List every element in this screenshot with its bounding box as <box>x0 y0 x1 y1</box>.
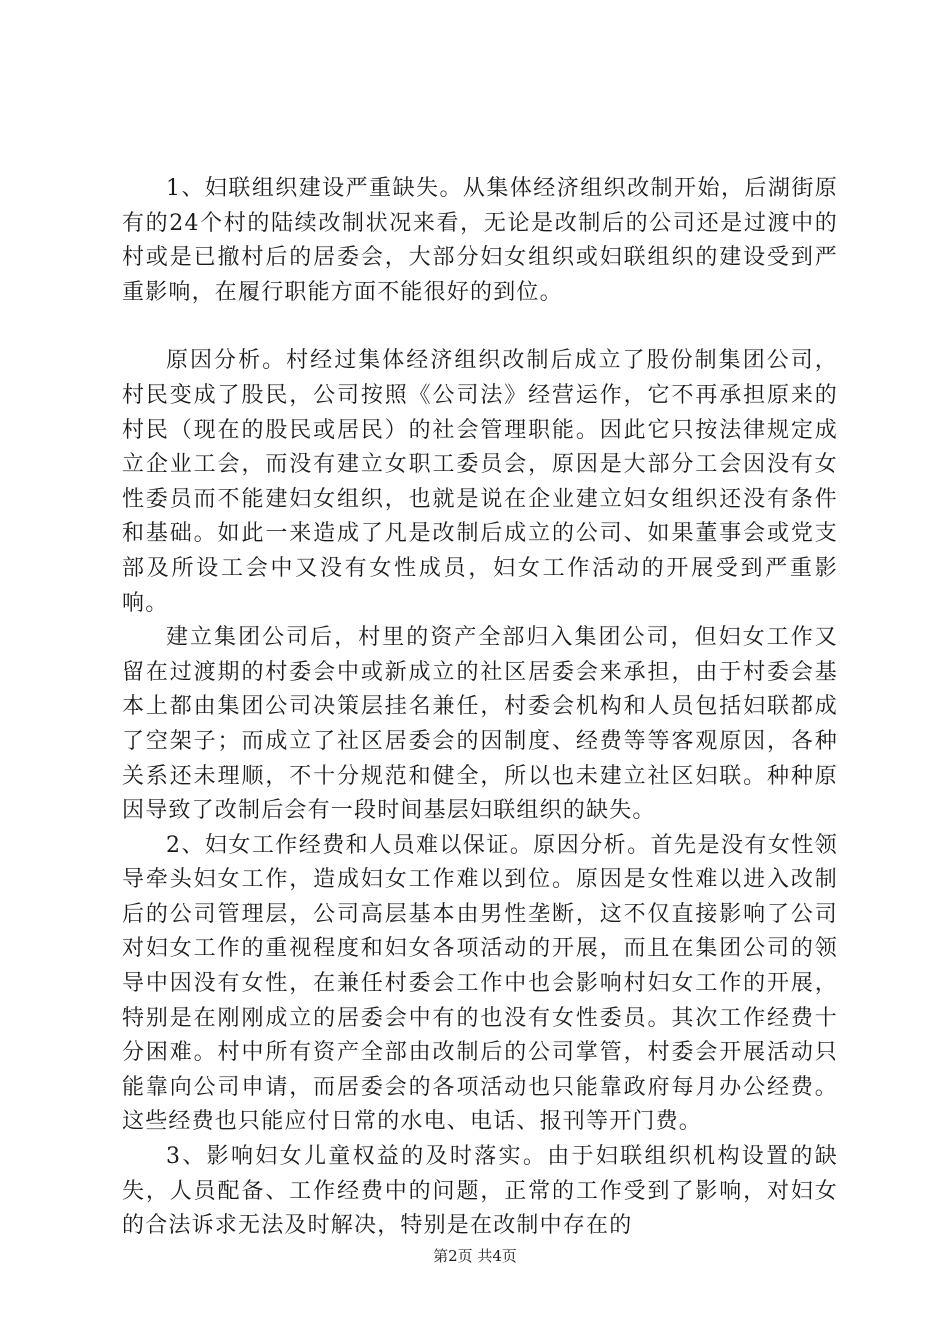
paragraph-5: 3、影响妇女儿童权益的及时落实。由于妇联组织机构设置的缺失，人员配备、工作经费中的问题，正常的工作受到了影响，对妇女的合法诉求无法及时解决，特别是在改制中存在的 <box>122 1144 838 1239</box>
paragraph-2: 原因分析。村经过集体经济组织改制后成立了股份制集团公司，村民变成了股民，公司按照《公司法》经营运作，它不再承担原来的村民（现在的股民或居民）的社会管理职能。因此它只按法律规定成立企业工会，而没有建立女职工委员会，原因是大部分工会因没有女性委员而不能建妇女组织，也就是说在企业建立妇女组织还没有条件和基础。如此一来造成了凡是改制后成立的公司、如果董事会或党支部及所设工会中又没有女性成员，妇女工作活动的开展受到严重影响。 <box>122 348 838 616</box>
document-body <box>122 172 838 1244</box>
page-footer: 第2页 共4页 <box>433 1247 517 1265</box>
paragraph-4: 2、妇女工作经费和人员难以保证。原因分析。首先是没有女性领导牵头妇女工作，造成妇女工作难以到位。原因是女性难以进入改制后的公司管理层，公司高层基本由男性垄断，这不仅直接影响了公司对妇女工作的重视程度和妇女各项活动的开展，而且在集团公司的领导中因没有女性，在兼任村委会工作中也会影响村妇女工作的开展，特别是在刚刚成立的居委会中有的也没有女性委员。其次工作经费十分困难。村中所有资产全部由改制后的公司掌管，村委会开展活动只能靠向公司申请，而居委会的各项活动也只能靠政府每月办公经费。这些经费也只能应付日常的水电、电话、报刊等开门费。 <box>122 832 838 1135</box>
paragraph-3: 建立集团公司后，村里的资产全部归入集团公司，但妇女工作又留在过渡期的村委会中或新成立的社区居委会来承担，由于村委会基本上都由集团公司决策层挂名兼任，村委会机构和人员包括妇联都成了空架子；而成立了社区居委会的因制度、经费等等客观原因，各种关系还未理顺，不十分规范和健全，所以也未建立社区妇联。种种原因导致了改制后会有一段时间基层妇联组织的缺失。 <box>122 625 838 824</box>
paragraph-1: 1、妇联组织建设严重缺失。从集体经济组织改制开始，后湖街原有的24个村的陆续改制状况来看，无论是改制后的公司还是过渡中的村或是已撤村后的居委会，大部分妇女组织或妇联组织的建设受到严重影响，在履行职能方面不能很好的到位。 <box>122 176 838 305</box>
